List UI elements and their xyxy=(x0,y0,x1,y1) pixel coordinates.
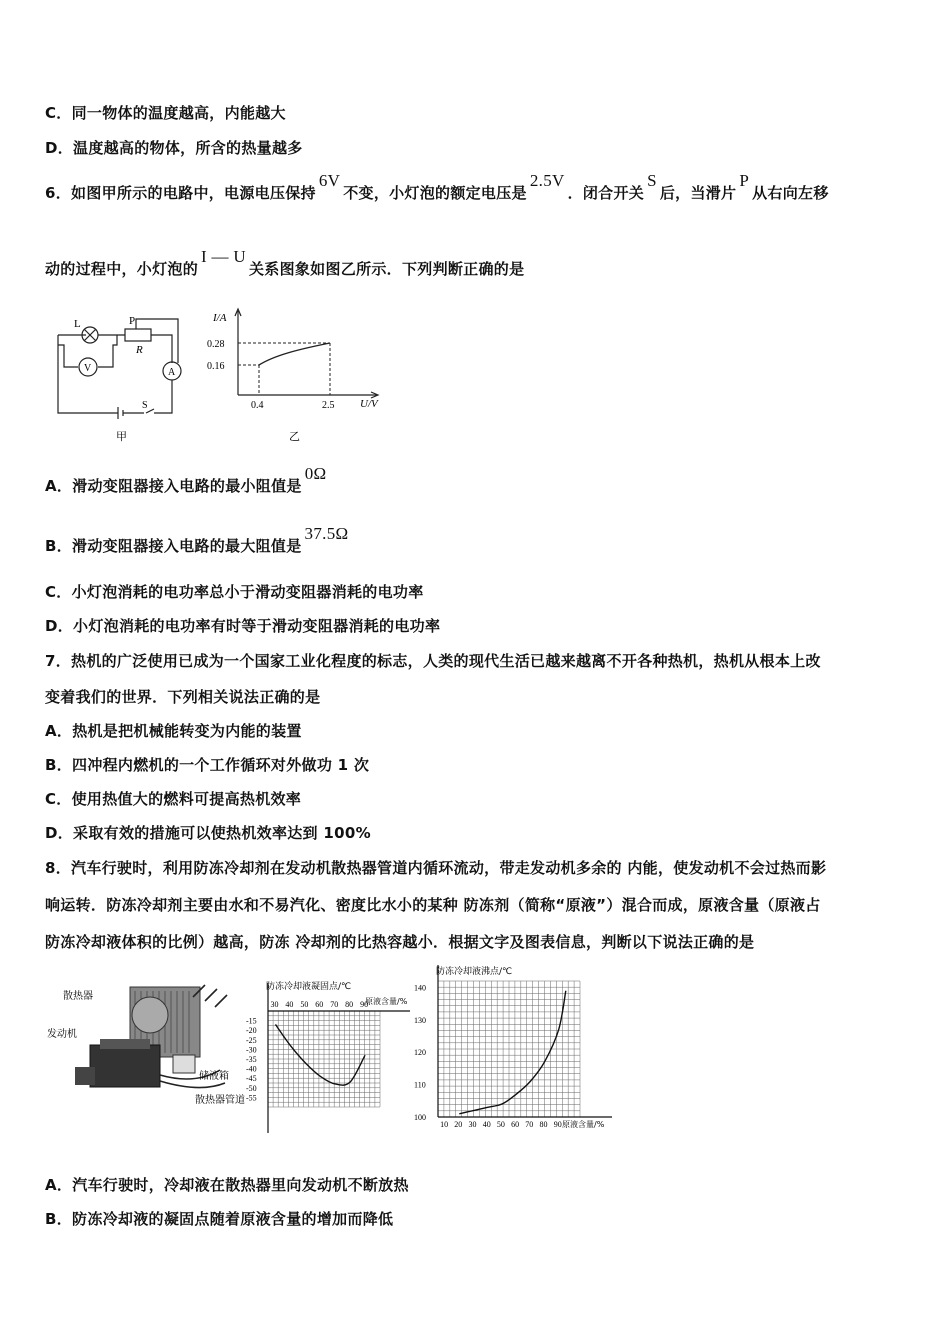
engine-label: 发动机 xyxy=(47,1029,77,1040)
chart2-y-tick: 100 xyxy=(414,1113,426,1122)
chart1-x-tick: 80 xyxy=(345,1000,354,1009)
q7-option-a: A．热机是把机械能转变为内能的装置 xyxy=(45,722,302,740)
q6-stem-line1: 6．如图甲所示的电路中，电源电压保持6V不变，小灯泡的额定电压是2.5V．闭合开关S后，当滑片P从右向左移 xyxy=(45,171,829,202)
chart1-x-tick: 70 xyxy=(330,1000,339,1009)
tank-label: 储液箱 xyxy=(199,1071,229,1082)
lamp-label: L xyxy=(74,318,81,330)
rated-voltage: 2.5V xyxy=(529,171,565,190)
q8-stem-line3: 防冻冷却液体积的比例）越高，防冻 冷却剂的比热容越小．根据文字及图表信息，判断以下说法正确的是 xyxy=(45,933,755,951)
min-resistance: 0Ω xyxy=(304,464,327,483)
pipe-label: 散热器管道 xyxy=(195,1095,245,1106)
chart2-x-tick: 90 xyxy=(553,1120,562,1129)
chart1-y-tick: -45 xyxy=(246,1074,257,1084)
graph-y-0.28: 0.28 xyxy=(207,339,225,350)
q6-stem-line2: 动的过程中，小灯泡的I — U关系图象如图乙所示．下列判断正确的是 xyxy=(45,247,525,278)
chart1-x-tick: 60 xyxy=(315,1000,324,1009)
graph-caption: 乙 xyxy=(289,430,300,443)
circuit-caption: 甲 xyxy=(116,430,127,443)
iu-symbol: I — U xyxy=(201,247,246,266)
chart1-y-tick: -15 xyxy=(246,1016,257,1026)
chart1-y-tick: -55 xyxy=(246,1093,257,1103)
chart1-x-tick: 50 xyxy=(300,1000,309,1009)
q7-option-c: C．使用热值大的燃料可提高热机效率 xyxy=(45,790,302,808)
q6-option-a: A．滑动变阻器接入电路的最小阻值是0Ω xyxy=(45,464,327,495)
q8-stem-line2: 响运转．防冻冷却剂主要由水和不易汽化、密度比水小的某种 防冻剂（简称“原液”）混合而成，原液含量（原液占 xyxy=(45,896,821,914)
rheostat-label: R xyxy=(136,344,143,356)
q6-option-b: B．滑动变阻器接入电路的最大阻值是37.5Ω xyxy=(45,524,349,555)
source-voltage: 6V xyxy=(318,171,341,190)
boiling-point-chart xyxy=(412,963,622,1135)
max-resistance: 37.5Ω xyxy=(304,524,349,543)
chart2-y-tick: 110 xyxy=(414,1080,426,1090)
chart2-x-tick: 60 xyxy=(511,1120,520,1129)
chart1-y-tick: -35 xyxy=(246,1055,257,1064)
graph-x-0.4: 0.4 xyxy=(251,400,264,411)
voltmeter-label: V xyxy=(84,363,92,374)
chart1-title: 防冻冷却液凝固点/℃ xyxy=(266,982,352,992)
q8-option-b: B．防冻冷却液的凝固点随着原液含量的增加而降低 xyxy=(45,1210,394,1228)
q8-option-a: A．汽车行驶时，冷却液在散热器里向发动机不断放热 xyxy=(45,1176,409,1194)
switch-symbol: S xyxy=(647,171,657,190)
q5-option-c: C．同一物体的温度越高，内能越大 xyxy=(45,104,286,122)
q7-option-b: B．四冲程内燃机的一个工作循环对外做功 1 次 xyxy=(45,756,370,774)
chart2-title: 防冻冷却液沸点/℃ xyxy=(436,967,513,977)
chart1-y-tick: -30 xyxy=(246,1045,257,1055)
ammeter-label: A xyxy=(168,367,176,378)
chart2-x-tick: 20 xyxy=(454,1120,463,1129)
chart1-x-tick: 90 xyxy=(360,1000,369,1009)
chart2-x-tick: 30 xyxy=(468,1120,477,1129)
chart2-x-tick: 70 xyxy=(525,1120,534,1129)
graph-y-0.16: 0.16 xyxy=(207,361,225,372)
chart1-y-tick: -40 xyxy=(246,1064,257,1074)
q6-option-c: C．小灯泡消耗的电功率总小于滑动变阻器消耗的电功率 xyxy=(45,583,424,601)
chart2-y-tick: 140 xyxy=(414,983,426,993)
chart1-y-tick: -25 xyxy=(246,1035,257,1045)
slider-label: P xyxy=(129,315,136,327)
chart2-x-tick: 10 xyxy=(440,1120,449,1129)
chart1-x-tick: 30 xyxy=(270,1000,279,1009)
q6-option-d: D．小灯泡消耗的电功率有时等于滑动变阻器消耗的电功率 xyxy=(45,617,441,635)
chart2-y-tick: 120 xyxy=(414,1048,426,1058)
q7-stem-line2: 变着我们的世界．下列相关说法正确的是 xyxy=(45,688,321,706)
chart2-x-tick: 80 xyxy=(539,1120,548,1129)
chart2-xlabel: 原液含量/% xyxy=(562,1120,605,1129)
radiator-label: 散热器 xyxy=(63,991,93,1002)
graph-ylabel: I/A xyxy=(213,312,227,324)
chart1-xlabel: 原液含量/% xyxy=(365,997,408,1006)
graph-x-2.5: 2.5 xyxy=(322,400,335,411)
chart2-series-line xyxy=(459,991,566,1114)
chart2-x-tick: 50 xyxy=(496,1120,505,1129)
q5-option-d: D．温度越高的物体，所含的热量越多 xyxy=(45,139,303,157)
iu-graph xyxy=(205,305,390,445)
slider-symbol: P xyxy=(739,171,750,190)
chart2-x-tick: 40 xyxy=(482,1120,491,1129)
chart1-x-tick: 40 xyxy=(285,1000,294,1009)
q7-stem-line1: 7．热机的广泛使用已成为一个国家工业化程度的标志，人类的现代生活已越来越离不开各种热机，热机从根本上改 xyxy=(45,652,821,670)
switch-label: S xyxy=(142,400,148,411)
chart1-y-tick: -20 xyxy=(246,1026,257,1036)
chart2-y-tick: 130 xyxy=(414,1015,426,1025)
chart1-series-line xyxy=(275,1024,365,1085)
freezing-point-chart xyxy=(222,975,417,1135)
chart1-y-tick: -50 xyxy=(246,1083,257,1093)
q7-option-d: D．采取有效的措施可以使热机效率达到 100% xyxy=(45,824,371,842)
q8-stem-line1: 8．汽车行驶时，利用防冻冷却剂在发动机散热器管道内循环流动，带走发动机多余的 内能，使发动机不会过热而影 xyxy=(45,859,827,877)
graph-xlabel: U/V xyxy=(360,398,378,410)
circuit-diagram xyxy=(50,305,190,445)
